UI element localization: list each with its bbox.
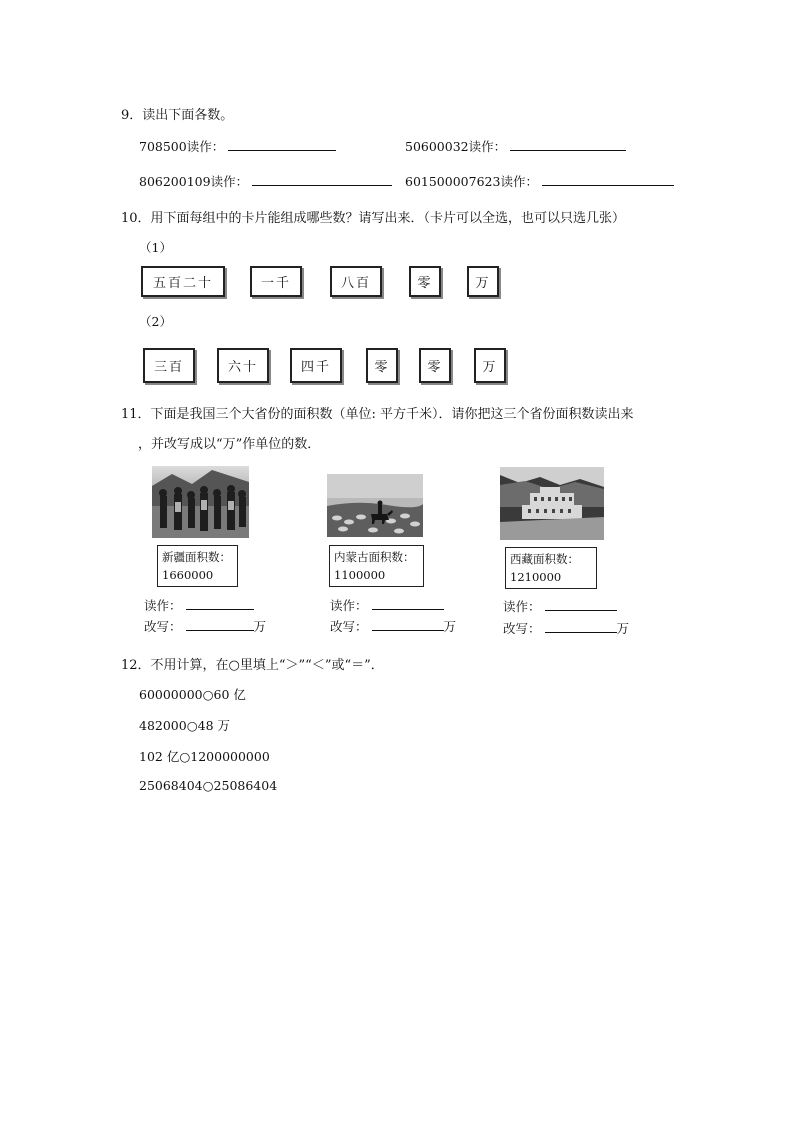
q11-read-row: [330, 596, 444, 614]
q9-item-4: [405, 172, 674, 190]
number-card: 三百: [143, 348, 195, 383]
number-card: 零: [419, 348, 451, 383]
number-card: 四千: [290, 348, 342, 383]
tibet-photo: [500, 467, 604, 540]
province-area: 1660000: [162, 568, 214, 582]
compare-right: 60 亿: [213, 687, 246, 702]
rewrite-label: 改写：: [503, 621, 541, 636]
q11-rewrite-row: [330, 617, 456, 635]
unit-label: 万: [253, 619, 267, 634]
q9-answer-blank[interactable]: [510, 139, 626, 151]
compare-circle[interactable]: ○: [202, 778, 214, 793]
q11-rewrite-row: [144, 617, 266, 635]
q9-answer-blank[interactable]: [542, 174, 674, 186]
compare-left: 482000: [139, 718, 187, 733]
province-area: 1100000: [334, 568, 386, 582]
q9-answer-blank[interactable]: [252, 174, 392, 186]
q9-read-label: 读作：: [210, 174, 249, 189]
read-answer-blank[interactable]: [372, 598, 444, 610]
province-area-box: [329, 545, 424, 587]
number-card: 零: [409, 266, 441, 297]
q9-number: 806200109: [139, 174, 211, 189]
q11-read-row: [144, 596, 254, 614]
q9-item-1: [139, 137, 336, 155]
number-card: 万: [467, 266, 499, 297]
rewrite-label: 改写：: [330, 619, 368, 634]
q9-read-label: 读作：: [186, 139, 225, 154]
compare-left: 25068404: [139, 778, 203, 793]
q9-item-3: [139, 172, 392, 190]
compare-right: 25086404: [213, 778, 278, 793]
q9-item-2: [405, 137, 626, 155]
q9-number: 50600032: [405, 139, 469, 154]
read-answer-blank[interactable]: [186, 598, 254, 610]
rewrite-label: 改写：: [144, 619, 182, 634]
province-area-box: [505, 547, 597, 589]
q11-read-row: [503, 597, 617, 615]
q10-group2-label: （2）: [139, 314, 172, 329]
province-area-box: [157, 545, 238, 587]
q9-title: 9．读出下面各数。: [121, 108, 234, 123]
q9-read-label: 读作：: [500, 174, 538, 189]
compare-right: 1200000000: [190, 749, 270, 764]
number-card: 万: [474, 348, 506, 383]
province-name: 西藏面积数：: [510, 552, 579, 566]
q12-item: [139, 747, 270, 765]
rewrite-answer-blank[interactable]: [545, 621, 617, 633]
compare-circle[interactable]: ○: [202, 687, 214, 702]
q10-group1-label: （1）: [139, 240, 172, 255]
number-card: 一千: [250, 266, 302, 297]
q9-number: 601500007623: [405, 174, 501, 189]
q9-number: 708500: [139, 139, 187, 154]
q12-title: 12．不用计算，在○里填上“＞”“＜”或“＝”．: [121, 658, 384, 673]
number-card: 八百: [330, 266, 382, 297]
read-label: 读作：: [503, 599, 541, 614]
unit-label: 万: [443, 619, 457, 634]
rewrite-answer-blank[interactable]: [372, 619, 444, 631]
read-label: 读作：: [330, 598, 368, 613]
number-card: 零: [366, 348, 398, 383]
province-name: 内蒙古面积数：: [334, 550, 415, 564]
province-name: 新疆面积数：: [162, 550, 231, 564]
compare-left: 102 亿: [139, 749, 180, 764]
compare-circle[interactable]: ○: [186, 718, 198, 733]
compare-circle[interactable]: ○: [179, 749, 191, 764]
province-area: 1210000: [510, 570, 562, 584]
inner-mongolia-photo: [327, 474, 423, 537]
q10-title: 10．用下面每组中的卡片能组成哪些数？请写出来．（卡片可以全选，也可以只选几张）: [121, 211, 626, 226]
q9-answer-blank[interactable]: [228, 139, 336, 151]
q11-title-line2: ，并改写成以“万”作单位的数．: [138, 437, 321, 452]
compare-right: 48 万: [197, 718, 231, 733]
read-answer-blank[interactable]: [545, 599, 617, 611]
number-card: 五百二十: [141, 266, 225, 297]
rewrite-answer-blank[interactable]: [186, 619, 254, 631]
q11-rewrite-row: [503, 619, 629, 637]
q12-item: [139, 685, 246, 703]
xinjiang-photo: [152, 466, 249, 538]
q12-item: [139, 778, 277, 793]
q11-title-line1: 11．下面是我国三个大省份的面积数（单位: 平方千米）．请你把这三个省份面积数读出来: [121, 407, 634, 422]
compare-left: 60000000: [139, 687, 203, 702]
number-card: 六十: [217, 348, 269, 383]
q12-item: [139, 716, 230, 734]
unit-label: 万: [616, 621, 630, 636]
q9-read-label: 读作：: [468, 139, 507, 154]
read-label: 读作：: [144, 598, 182, 613]
